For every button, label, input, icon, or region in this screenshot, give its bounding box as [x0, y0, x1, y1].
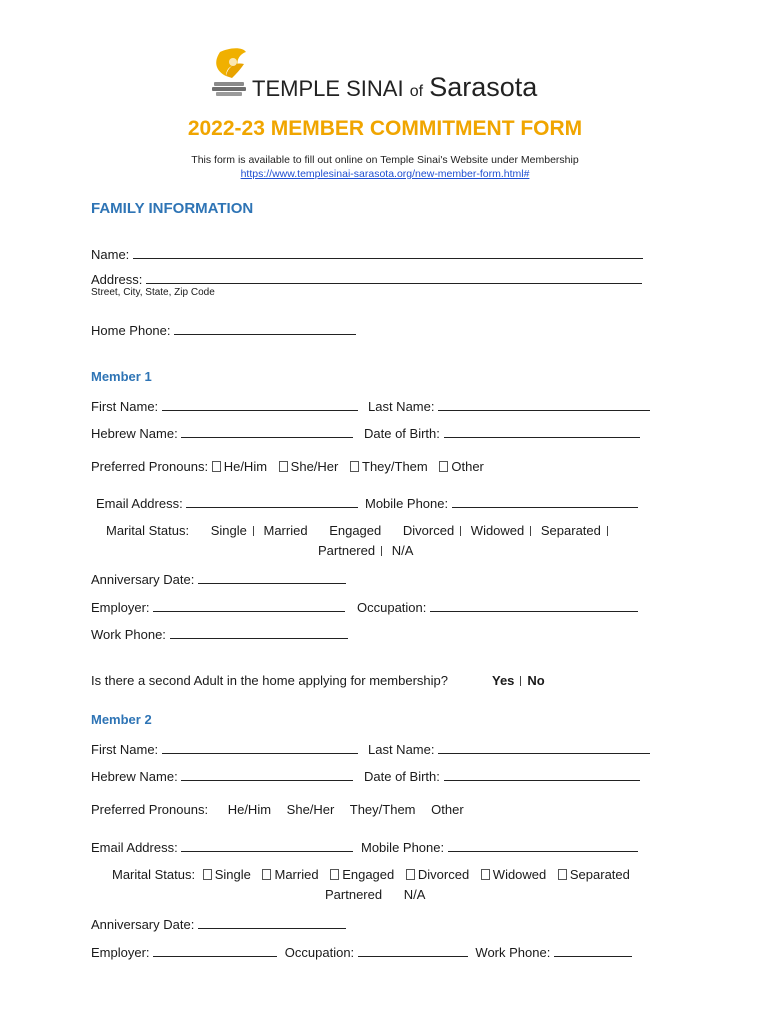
m2-pronouns-label: Preferred Pronouns:	[91, 802, 209, 817]
m1-mobile-field[interactable]	[452, 494, 638, 508]
m2-first-name-row	[91, 740, 358, 757]
m2-email-row	[91, 838, 353, 855]
m2-email-label: Email Address:	[91, 840, 178, 855]
m1-employer-label: Employer:	[91, 600, 150, 615]
m1-marital-partnered-box[interactable]	[381, 546, 382, 556]
m2-first-name-field[interactable]	[162, 740, 358, 754]
m1-first-name-label: First Name:	[91, 399, 159, 414]
m2-pronoun-sheher[interactable]: She/Her	[286, 802, 335, 817]
m2-pronoun-hehim[interactable]: He/Him	[227, 802, 272, 817]
m1-last-name-label: Last Name:	[368, 399, 435, 414]
m1-pronoun-theythem-checkbox[interactable]	[350, 461, 359, 472]
m1-first-name-field[interactable]	[162, 397, 358, 411]
m1-anniversary-label: Anniversary Date:	[91, 572, 195, 587]
m1-work-phone-field[interactable]	[170, 625, 348, 639]
m1-work-phone-label: Work Phone:	[91, 627, 166, 642]
m1-pronoun-sheher-checkbox[interactable]	[279, 461, 288, 472]
m1-marital-engaged[interactable]: Engaged	[329, 523, 382, 538]
m2-marital-row2	[325, 887, 425, 902]
m2-hebrew-row	[91, 767, 353, 784]
temple-logo	[206, 46, 252, 98]
m2-mobile-field[interactable]	[448, 838, 638, 852]
address-hint: Street, City, State, Zip Code	[91, 287, 215, 298]
m1-employer-field[interactable]	[153, 598, 345, 612]
m2-email-field[interactable]	[181, 838, 353, 852]
m1-hebrew-row	[91, 424, 353, 441]
m2-dob-row	[364, 767, 640, 784]
m2-pronouns-row	[91, 802, 464, 817]
m1-pronoun-hehim-label: He/Him	[223, 459, 268, 474]
name-row	[91, 245, 643, 262]
m1-marital-married[interactable]: Married	[263, 523, 308, 538]
m1-last-name-field[interactable]	[438, 397, 650, 411]
m1-mobile-label: Mobile Phone:	[365, 496, 449, 511]
m1-marital-separated-box[interactable]	[607, 526, 608, 536]
m2-occupation-field[interactable]	[358, 943, 468, 957]
m1-occupation-label: Occupation:	[357, 600, 427, 615]
m1-occupation-row	[357, 598, 638, 615]
m1-hebrew-label: Hebrew Name:	[91, 426, 178, 441]
address-field[interactable]	[146, 270, 642, 284]
second-adult-options	[492, 673, 545, 688]
m1-email-row	[96, 494, 358, 511]
m2-hebrew-label: Hebrew Name:	[91, 769, 178, 784]
m2-marital-divorced: Divorced	[417, 867, 470, 882]
m2-anniversary-label: Anniversary Date:	[91, 917, 195, 932]
m1-marital-row	[106, 523, 614, 538]
online-note: This form is available to fill out online on Temple Sinai's Website under Membership	[191, 154, 579, 166]
m1-work-phone-row	[91, 625, 348, 642]
m1-pronoun-hehim-checkbox[interactable]	[212, 461, 221, 472]
m1-marital-label: Marital Status:	[106, 523, 190, 538]
m1-marital-separated[interactable]: Separated	[540, 523, 601, 538]
org-name-city: Sarasota	[429, 72, 538, 102]
m2-marital-divorced-checkbox[interactable]	[406, 869, 415, 880]
second-adult-yes[interactable]: Yes	[492, 673, 515, 688]
m2-work-phone-label: Work Phone:	[475, 945, 551, 960]
m2-hebrew-field[interactable]	[181, 767, 353, 781]
second-adult-question: Is there a second Adult in the home applying for membership?	[91, 673, 448, 688]
m1-pronoun-other-checkbox[interactable]	[439, 461, 448, 472]
m1-pronoun-theythem-label: They/Them	[362, 459, 428, 474]
org-name	[252, 72, 537, 103]
home-phone-field[interactable]	[174, 321, 356, 335]
m2-work-phone-field[interactable]	[554, 943, 632, 957]
org-name-of: of	[409, 83, 424, 100]
form-title: 2022-23 MEMBER COMMITMENT FORM	[187, 117, 583, 140]
family-heading: FAMILY INFORMATION	[91, 200, 254, 217]
form-url-link[interactable]: https://www.templesinai-sarasota.org/new-member-form.html#	[240, 168, 530, 180]
m2-marital-married: Married	[274, 867, 319, 882]
m1-last-name-row	[368, 397, 650, 414]
m1-marital-divorced-box[interactable]	[460, 526, 461, 536]
home-phone-row	[91, 321, 356, 338]
m1-marital-na[interactable]: N/A	[391, 543, 414, 558]
second-adult-no-box[interactable]	[520, 676, 521, 686]
m1-dob-row	[364, 424, 640, 441]
m2-marital-single: Single	[214, 867, 251, 882]
m1-anniversary-row	[91, 570, 346, 587]
m1-pronouns-row	[91, 459, 484, 474]
m1-marital-single[interactable]: Single	[210, 523, 247, 538]
m2-anniversary-field[interactable]	[198, 915, 346, 929]
m2-marital-engaged-checkbox[interactable]	[330, 869, 339, 880]
m2-dob-label: Date of Birth:	[364, 769, 440, 784]
member1-heading: Member 1	[91, 369, 152, 384]
m2-last-name-label: Last Name:	[368, 742, 435, 757]
m2-marital-separated-checkbox[interactable]	[558, 869, 567, 880]
m1-marital-partnered[interactable]: Partnered	[318, 543, 376, 558]
m1-pronoun-sheher-label: She/Her	[290, 459, 339, 474]
m1-marital-widowed-box[interactable]	[530, 526, 531, 536]
m1-hebrew-field[interactable]	[181, 424, 353, 438]
m2-employer-field[interactable]	[153, 943, 277, 957]
m2-marital-widowed-checkbox[interactable]	[481, 869, 490, 880]
name-field[interactable]	[133, 245, 643, 259]
m1-pronoun-other-label: Other	[451, 459, 484, 474]
m2-anniversary-row	[91, 915, 346, 932]
m2-marital-single-checkbox[interactable]	[203, 869, 212, 880]
m2-marital-widowed: Widowed	[492, 867, 547, 882]
name-label: Name:	[91, 247, 130, 262]
member2-heading: Member 2	[91, 712, 152, 727]
m1-marital-divorced[interactable]: Divorced	[402, 523, 455, 538]
second-adult-no[interactable]: No	[527, 673, 545, 688]
m1-email-field[interactable]	[186, 494, 358, 508]
torch-logo-icon	[206, 46, 252, 98]
m1-mobile-row	[365, 494, 638, 511]
m2-marital-married-checkbox[interactable]	[262, 869, 271, 880]
m1-employer-row	[91, 598, 345, 615]
m2-marital-partnered[interactable]: Partnered	[325, 887, 383, 902]
org-name-main: TEMPLE SINAI	[252, 76, 404, 101]
m1-marital-widowed[interactable]: Widowed	[470, 523, 525, 538]
m2-first-name-label: First Name:	[91, 742, 159, 757]
address-label: Address:	[91, 272, 143, 287]
m2-dob-field[interactable]	[444, 767, 640, 781]
m2-pronoun-theythem[interactable]: They/Them	[349, 802, 416, 817]
m2-marital-row	[112, 867, 630, 882]
m1-marital-single-box[interactable]	[253, 526, 254, 536]
m1-first-name-row	[91, 397, 358, 414]
m2-last-name-field[interactable]	[438, 740, 650, 754]
m2-occupation-label: Occupation:	[284, 945, 355, 960]
m2-marital-separated: Separated	[569, 867, 630, 882]
m1-pronouns-label: Preferred Pronouns:	[91, 459, 209, 474]
m1-occupation-field[interactable]	[430, 598, 638, 612]
m2-employer-row	[91, 943, 632, 960]
m1-dob-label: Date of Birth:	[364, 426, 440, 441]
m1-anniversary-field[interactable]	[198, 570, 346, 584]
home-phone-label: Home Phone:	[91, 323, 171, 338]
m1-email-label: Email Address:	[96, 496, 183, 511]
m2-marital-engaged: Engaged	[342, 867, 395, 882]
m2-mobile-label: Mobile Phone:	[361, 840, 445, 855]
m1-marital-row2	[318, 543, 413, 558]
address-row	[91, 270, 642, 287]
m1-dob-field[interactable]	[444, 424, 640, 438]
m2-pronoun-other[interactable]: Other	[431, 802, 464, 817]
m2-marital-na[interactable]: N/A	[403, 887, 426, 902]
m2-employer-label: Employer:	[91, 945, 150, 960]
m2-mobile-row	[361, 838, 638, 855]
m2-marital-label: Marital Status:	[112, 867, 196, 882]
m2-last-name-row	[368, 740, 650, 757]
